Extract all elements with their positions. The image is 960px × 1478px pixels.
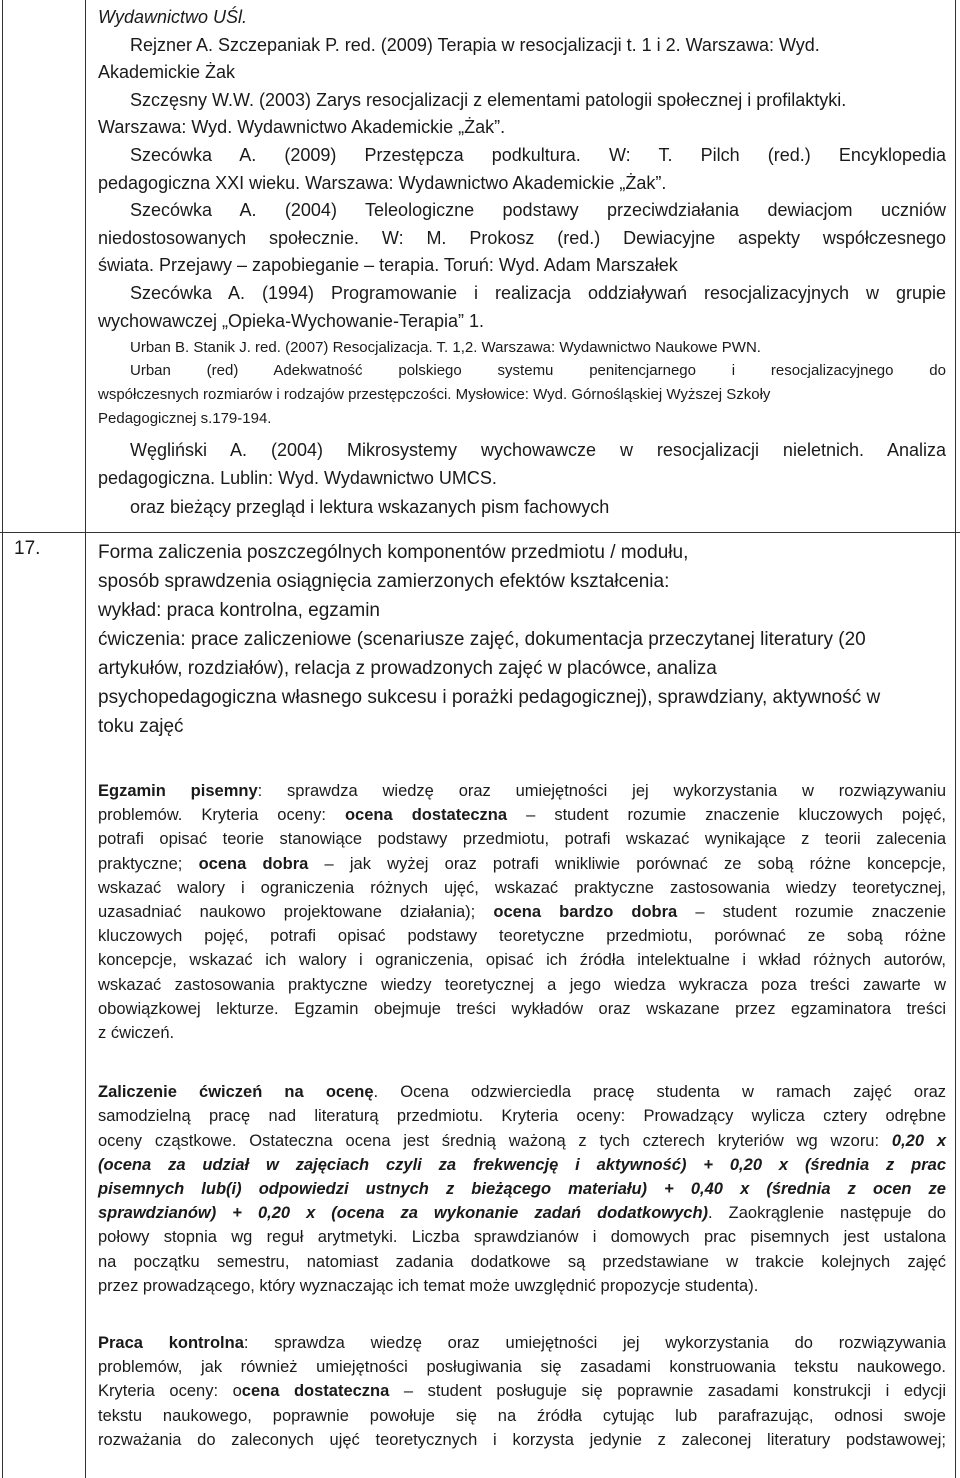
bib-line: Szecówka A. (1994) Programowanie i realizacja oddziaływań resocjalizacyjnych w grupie: [130, 282, 946, 303]
bib-line: Pedagogicznej s.179-194.: [98, 410, 272, 428]
bibliography-cell: [98, 4, 946, 522]
section-heading: sposób sprawdzenia osiągnięcia zamierzonych efektów kształcenia:: [98, 571, 670, 592]
bib-line: Wydawnictwo UŚl.: [98, 7, 248, 27]
bib-line: Akademickie Żak: [98, 62, 236, 83]
section-heading: Forma zaliczenia poszczególnych komponentów przedmiotu / modułu,: [98, 542, 689, 563]
cwiczenia-label: ćwiczenia:: [98, 629, 186, 650]
bib-line: Urban B. Stanik J. red. (2007) Resocjalizacja. T. 1,2. Warszawa: Wydawnictwo Naukowe PWN.: [130, 339, 761, 357]
bib-line: Węgliński A. (2004) Mikrosystemy wychowawcze w resocjalizacji nieletnich. Analiza: [130, 440, 946, 461]
bib-line: Urban (red) Adekwatność polskiego systemu penitencjarnego i resocjalizacyjnego do: [130, 362, 946, 380]
bib-line: współczesnych rozmiarów i rodzajów przestępczości. Mysłowice: Wyd. Górnośląskiej Wyższej Szkoły: [98, 386, 771, 404]
row-number: 17.: [14, 538, 41, 559]
praca-kontrolna-paragraph: Praca kontrolna: sprawdza wiedzę oraz umiejętności jej wykorzystania do rozwiązywania problemów, jak również umiejętności posługiwania się zasadami konstruowania tekstu naukowego. Kryteria oceny: ocena dostateczna – student posługuje się poprawnie zasadami konstrukcji i edycji tekstu naukowego, poprawnie powołuje się na źródła cytując lub parafrazując, odnosi swoje rozważania do zaleconych ujęć teoretycznych i korzysta jedynie z zaleconej literatury podstawowej;: [98, 1334, 946, 1449]
bib-line: Szecówka A. (2004) Teleologiczne podstawy przeciwdziałania dewiacjom uczniów: [130, 200, 946, 221]
wyklad-line: wykład: praca kontrolna, egzamin: [98, 600, 380, 621]
bib-line: Szczęsny W.W. (2003) Zarys resocjalizacji z elementami patologii społecznej i profilaktyki.: [130, 89, 847, 110]
table-border-left: [2, 0, 3, 1478]
table-column-divider: [85, 0, 86, 1478]
table-row-divider: [0, 532, 960, 533]
cwiczenia-line: toku zajęć: [98, 716, 184, 737]
bib-line: wychowawczej „Opieka-Wychowanie-Terapia” 1.: [98, 310, 484, 331]
bib-line: Warszawa: Wyd. Wydawnictwo Akademickie „Żak”.: [98, 117, 506, 138]
exam-paragraph: Egzamin pisemny: sprawdza wiedzę oraz umiejętności jej wykorzystania w rozwiązywaniu problemów. Kryteria oceny: ocena dostateczna – student rozumie znaczenie kluczowych pojęć, potrafi opisać teorie stanowiące podstawy przedmiotu, potrafi wskazać wynikające z teorii zalecenia praktyczne; ocena dobra – jak wyżej oraz potrafi wnikliwie porównać ze sobą różne koncepcje, wskazać walory i ograniczenia różnych ujęć, wskazać praktyczne zastosowania wiedzy teoretycznej, uzasadniać naukowo projektowane działania); ocena bardzo dobra – student rozumie znaczenie kluczowych pojęć, potrafi opisać podstawy teoretyczne przedmiotu, porównać ze sobą różne koncepcje, wskazać ich walory i ograniczenia, opisać ich źródła intelektualne i wkład różnych autorów, wskazać zastosowania praktyczne wiedzy teoretycznej a jego wiedza wykracza poza treści zawarte w obowiązkowej lekturze. Egzamin obejmuje treści wykładów oraz wskazane przez egzaminatora treści z ćwiczeń.: [98, 782, 947, 1043]
bib-line: Szecówka A. (2009) Przestępcza podkultura. W: T. Pilch (red.) Encyklopedia: [130, 144, 946, 165]
assessment-cell: [98, 538, 946, 1452]
bib-line: oraz bieżący przegląd i lektura wskazanych pism fachowych: [130, 497, 610, 518]
cwiczenia-line: ćwiczenia: prace zaliczeniowe (scenariusze zajęć, dokumentacja przeczytanej literatury (20: [98, 629, 866, 650]
cwiczenia-line: artykułów, rozdziałów), relacja z prowadzonych zajęć w placówce, analiza: [98, 658, 717, 679]
zaliczenie-paragraph: Zaliczenie ćwiczeń na ocenę. Ocena odzwierciedla pracę studenta w ramach zajęć oraz samodzielną pracę nad literaturą przedmiotu. Kryteria oceny: Prowadzący wylicza cztery odrębne oceny cząstkowe. Ostateczna ocena jest średnią ważoną z tych czterech kryteriów wg wzoru: 0,20 x (ocena za udział w zajęciach czyli za frekwencję i aktywność) + 0,20 x (średnia z prac pisemnych lub(i) odpowiedzi ustnych z bieżącego materiału) + 0,40 x (średnia z ocen ze sprawdzianów) + 0,20 x (ocena za wykonanie zadań dodatkowych). Zaokrąglenie następuje do połowy stopnia wg reguł arytmetyki. Liczba sprawdzianów i domowych prac pisemnych jest ustalona na początku semestru, natomiast zadania dodatkowe są przedstawiane w trakcie kolejnych zajęć przez prowadzącego, który wyznaczając ich temat może uwzględnić propozycje studenta).: [98, 1083, 946, 1295]
bib-line: pedagogiczna. Lublin: Wyd. Wydawnictwo UMCS.: [98, 467, 497, 488]
bib-line: świata. Przejawy – zapobieganie – terapia. Toruń: Wyd. Adam Marszałek: [98, 255, 678, 276]
bib-line: niedostosowanych społecznie. W: M. Prokosz (red.) Dewiacyjne aspekty współczesnego: [98, 227, 946, 248]
bib-line: pedagogiczna XXI wieku. Warszawa: Wydawnictwo Akademickie „Żak”.: [98, 172, 667, 193]
bib-line: Rejzner A. Szczepaniak P. red. (2009) Terapia w resocjalizacji t. 1 i 2. Warszawa: Wyd.: [130, 34, 820, 55]
cwiczenia-line: psychopedagogiczna własnego sukcesu i porażki pedagogicznej), sprawdziany, aktywność w: [98, 687, 881, 708]
table-border-right: [955, 0, 956, 1478]
